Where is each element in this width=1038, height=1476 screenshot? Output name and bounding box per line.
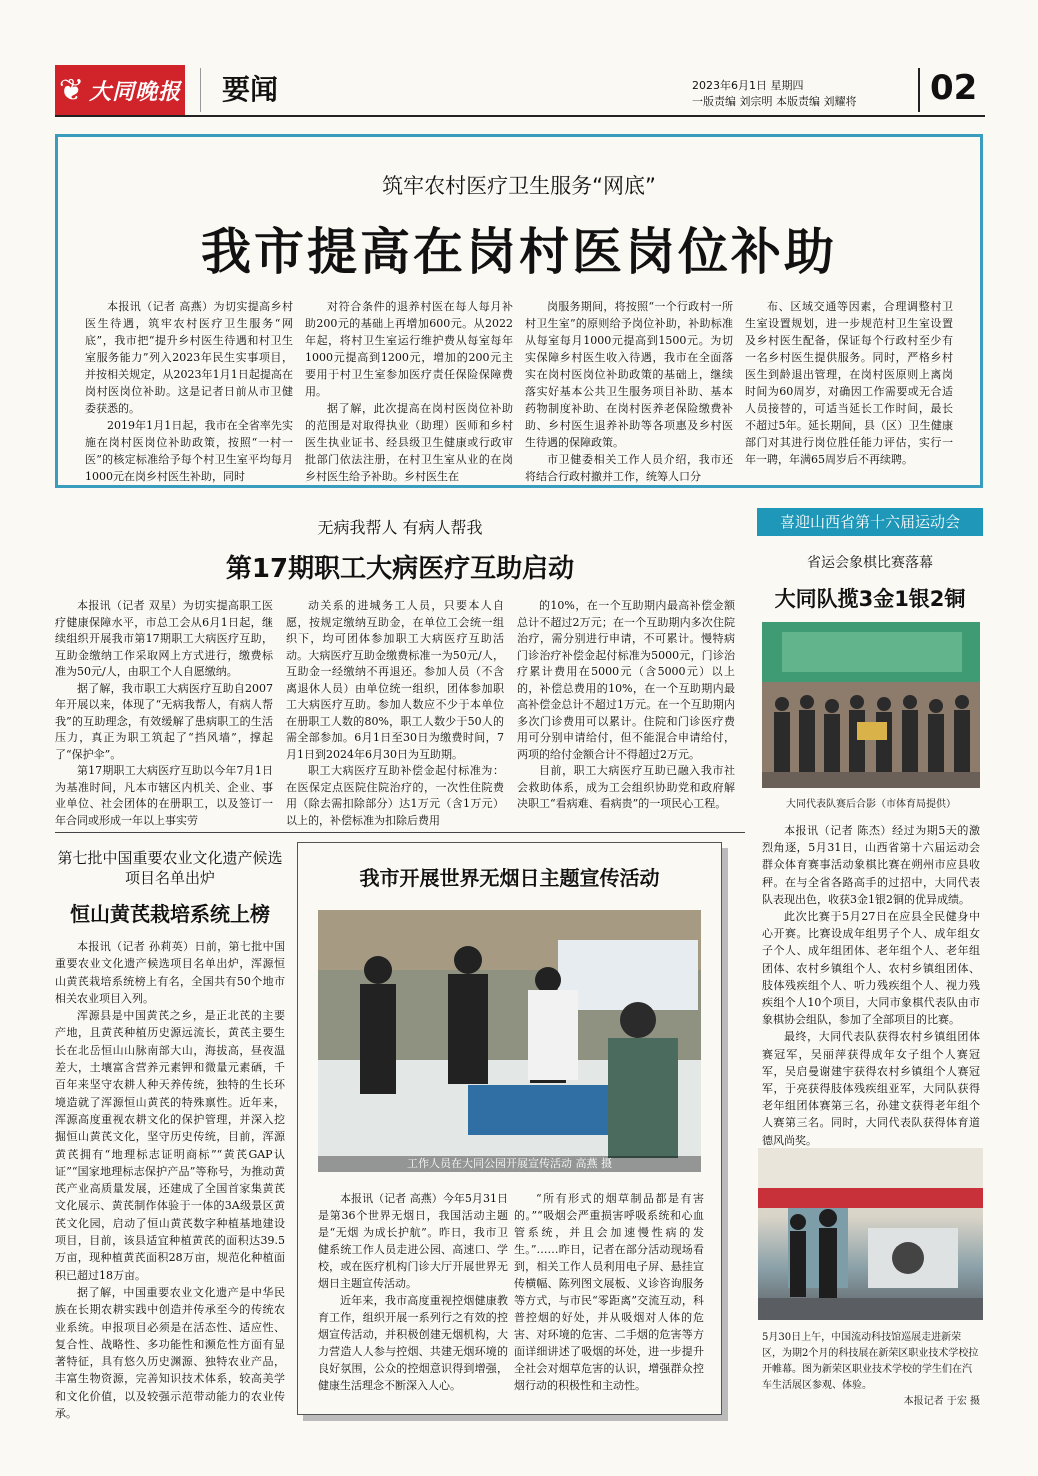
photo-caption-text: 5月30日上午，中国流动科技馆巡展走进新荣区，为期2个月的科技展在新荣区职业技术学校拉开帷幕。图为新荣区职业技术学校的学生们在汽车生活展区参观、体验。 bbox=[762, 1332, 979, 1391]
sports-kicker: 省运会象棋比赛落幕 bbox=[807, 555, 933, 571]
paragraph: 本报讯（记者 孙莉英）日前，第七批中国重要农业文化遗产候选项目名单出炉，浑源恒山黄芪栽培系统榜上有名，全国共有50个地市相关农业项目入列。 bbox=[55, 940, 285, 1005]
paragraph: 动关系的进城务工人员，只要本人自愿，按规定缴纳互助金，在单位工会统一组织下，均可团体参加职工大病医疗互助活动。大病医疗互助金缴费标准一为50元/人，互助金一经缴纳不再退还。参加人员（不含离退休人员）由单位统一组织，团体参加职工大病医疗互助。参加人数应不少于本单位在册职工人数的80%，职工人数少于50人的需全部参加。6月1日至30日为缴费时间，7月1日到2024年6月30日为互助期。 bbox=[286, 599, 504, 761]
header-divider bbox=[200, 68, 201, 112]
paragraph: 最终，大同代表队获得农村乡镇组团体赛冠军，吴丽萍获得成年女子组个人赛冠军，吴启曼谢建宇获得农村乡镇组个人赛冠军，于亮获得肢体残疾组亚军，大同队获得老年组团体赛第三名，孙建文获得老年组个人赛第三名。同时，大同代表队获得体育道德风尚奖。 bbox=[762, 1030, 980, 1147]
page-number: 02 bbox=[930, 68, 978, 108]
paragraph: 据了解，中国重要农业文化遗产是中华民族在长期农耕实践中创造并传承至今的传统农业系统。申报项目必须是在活态性、适应性、复合性、战略性、多功能性和濒危性方面有显著特征，具有悠久历史渊源、独特农业产品，丰富生物资源，完善知识技术体系，较高美学和文化价值，以及较强示范带动能力的农业传承。 bbox=[55, 1285, 285, 1421]
no-smoking-column bbox=[514, 1190, 704, 1394]
lead-story-column bbox=[85, 298, 293, 485]
agri-body bbox=[55, 938, 285, 1422]
paragraph: 的10%，在一个互助期内最高补偿金额总计不超过2万元；在一个互助期内多次住院治疗，需分别进行申请，不可累计。慢特病门诊治疗补偿金起付标准为5000元，门诊治疗累计费用在5000元（含5000元）以上的，补偿总费用的10%，在一个互助期内最高补偿金总计不超过1万元。在一个互助期内多次门诊费用可以累计。住院和门诊医疗费用可分别申请给付，但不能混合申请给付，两项的给付金额合计不得超过2万元。 bbox=[517, 599, 735, 761]
paragraph: 本报讯（记者 高燕）为切实提高乡村医生待遇，筑牢农村医疗卫生服务“网底”，我市把“提升乡村医生待遇和村卫生室服务能力”列入2023年民生实事项目，并按相关规定，从2023年1月1日起提高在岗村医岗位补助。这是记者日前从市卫健委获悉的。 bbox=[85, 300, 293, 415]
paragraph: 本报讯（记者 双星）为切实提高职工医疗健康保障水平，市总工会从6月1日起，继续组织开展我市第17期职工大病医疗互助，互助金缴纳工作采取网上方式进行，缴费标准为50元/人，由职工个人自愿缴纳。 bbox=[55, 599, 273, 678]
sports-banner: 喜迎山西省第十六届运动会 bbox=[757, 508, 983, 536]
paragraph: 对符合条件的退养村医在每人每月补助200元的基础上再增加600元。从2022年起，将村卫生室运行维护费从每室每年1000元提高到1200元，增加的200元主要用于村卫生室参加医疗责任保险保障费用。 bbox=[305, 300, 513, 398]
no-smoking-photo bbox=[318, 910, 701, 1172]
issue-date: 2023年6月1日 星期四 bbox=[692, 79, 804, 92]
paragraph: 本报讯（记者 高燕）今年5月31日是第36个世界无烟日，我国活动主题是“无烟 为成长护航”。昨日，我市卫健系统工作人员走进公园、高速口、学校，或在医疗机构门诊大厅开展世界无烟日主题宣传活动。 bbox=[318, 1192, 508, 1290]
section-label: 要闻 bbox=[222, 73, 279, 106]
header-rule bbox=[55, 115, 985, 117]
paragraph: 2019年1月1日起，我市在全省率先实施在岗村医岗位补助政策，按照“一村一医”的核定标准给予每个村卫生室平均每月1000元在岗乡村医生补助，同时 bbox=[85, 419, 293, 483]
paragraph: 目前，职工大病医疗互助已融入我市社会救助体系，成为工会组织协助党和政府解决职工“看病难、看病贵”的一项民心工程。 bbox=[517, 764, 735, 810]
agri-headline: 恒山黄芪栽培系统上榜 bbox=[70, 902, 270, 926]
mutual-aid-column bbox=[286, 598, 504, 829]
mutual-aid-kicker: 无病我帮人 有病人帮我 bbox=[317, 518, 483, 537]
team-photo bbox=[762, 622, 980, 788]
mutual-aid-headline: 第17期职工大病医疗互助启动 bbox=[225, 554, 575, 584]
lead-story-column bbox=[745, 298, 953, 468]
header-divider bbox=[918, 68, 920, 112]
paragraph: 据了解，此次提高在岗村医岗位补助的范围是对取得执业（助理）医师和乡村医生执业证书、经县级卫生健康或行政审批部门依法注册，在村卫生室从业的在岗乡村医生给予补助。乡村医生在 bbox=[305, 402, 513, 483]
section-rule bbox=[55, 832, 745, 833]
lead-story-kicker: 筑牢农村医疗卫生服务“网底” bbox=[382, 174, 656, 198]
mutual-aid-column bbox=[517, 598, 735, 813]
paragraph: 市卫健委相关工作人员介绍，我市还将结合行政村撤并工作，统筹人口分 bbox=[525, 453, 733, 483]
science-exhibition-caption bbox=[762, 1330, 980, 1410]
paragraph: 第17期职工大病医疗互助以今年7月1日为基准时间，凡本市辖区内机关、企业、事业单位、社会团体的在册职工，以及签订一年合同或形成一年以上事实劳 bbox=[55, 764, 273, 827]
sports-body bbox=[762, 822, 980, 1149]
no-smoking-headline: 我市开展世界无烟日主题宣传活动 bbox=[359, 866, 660, 890]
flame-icon: ❦ bbox=[58, 72, 86, 108]
paragraph: 据了解，我市职工大病医疗互助自2007年开展以来，体现了“无病我帮人，有病人帮我”的互助理念，有效缓解了患病职工的生活压力，真正为职工筑起了“挡风墙”，撑起了“保护伞”。 bbox=[55, 681, 273, 761]
no-smoking-column bbox=[318, 1190, 508, 1394]
paragraph: 职工大病医疗互助补偿金起付标准为：在医保定点医院住院治疗的，一次性住院费用（除去需扣除部分）达1万元（含1万元）以上的，补偿标准为扣除后费用 bbox=[286, 764, 504, 827]
mutual-aid-column bbox=[55, 598, 273, 829]
agri-kicker: 第七批中国重要农业文化遗产候选项目名单出炉 bbox=[57, 849, 283, 887]
paragraph: “所有形式的烟草制品都是有害的。”“吸烟会严重损害呼吸系统和心血管系统，并且会加速慢性病的发生。”……昨日，记者在部分活动现场看到，相关工作人员利用电子屏、悬挂宣传横幅、陈列图文展板、义诊咨询服务等方式，与市民“零距离”交流互动，科普控烟的好处，并从吸烟对人体的危害、对环境的危害、二手烟的危害等方面详细讲述了吸烟的坏处，进一步提升全社会对烟草危害的认识，增强群众控烟行动的积极性和主动性。 bbox=[514, 1192, 704, 1392]
paragraph: 岗服务期间，将按照“一个行政村一所村卫生室”的原则给予岗位补助，补助标准从每室每月1000元提高到1500元。为切实保障乡村医生收入待遇，我市在全面落实在岗村医岗位补助政策的基础上，继续落实好基本公共卫生服务项目补助、基本药物制度补助、在岗村医养老保险缴费补助、乡村医生退养补助等各项惠及乡村医生待遇的保障政策。 bbox=[525, 300, 733, 449]
newspaper-logo bbox=[55, 65, 185, 115]
lead-story-column bbox=[305, 298, 513, 485]
science-exhibition-photo bbox=[758, 1148, 983, 1320]
team-photo-caption: 大同代表队赛后合影（市体育局提供） bbox=[786, 799, 956, 810]
no-smoking-photo-caption: 工作人员在大同公园开展宣传活动 高燕 摄 bbox=[318, 1156, 701, 1172]
photo-credit: 本报记者 于宏 摄 bbox=[903, 1396, 980, 1407]
lead-story-headline: 我市提高在岗村医岗位补助 bbox=[201, 223, 837, 281]
paragraph: 布、区域交通等因素，合理调整村卫生室设置规划，进一步规范村卫生室设置及乡村医生配备，保证每个行政村至少有一名乡村医生提供服务。同时，严格乡村医生到龄退出管理，在岗村医原则上离岗时间为60周岁，对确因工作需要或无合适人员接替的，可适当延长工作时间，最长不超过5年。延长期间，县（区）卫生健康部门对其进行岗位胜任能力评估，实行一年一聘，年满65周岁后不再续聘。 bbox=[745, 300, 953, 466]
paragraph: 此次比赛于5月27日在应县全民健身中心开赛。比赛设成年组男子个人、成年组女子个人、成年组团体、老年组个人、老年组团体、农村乡镇组个人、农村乡镇组团体、肢体残疾组个人、听力残疾组个人、视力残疾组个人10个项目，大同市象棋代表队由市象棋协会组队，参加了全部项目的比赛。 bbox=[762, 910, 980, 1027]
lead-story-column bbox=[525, 298, 733, 485]
editor-credits: 一版责编 刘宗明 本版责编 刘耀将 bbox=[692, 95, 857, 108]
sports-headline: 大同队揽3金1银2铜 bbox=[774, 587, 966, 611]
paragraph: 浑源县是中国黄芪之乡，是正北芪的主要产地，且黄芪种植历史源远流长，黄芪主要生长在北岳恒山山脉南部大山，海拔高，昼夜温差大，土壤富含营养元素钾和微量元素硒，千百年来坚守农耕人种天养传统，独特的生长环境造就了浑源恒山黄芪的特殊禀性。近年来，浑源高度重视农耕文化的保护管理，并深入挖掘恒山黄芪文化，坚守历史传统，目前，浑源黄芪拥有“地理标志证明商标”“黄芪GAP认证”“国家地理标志保护产品”等称号，为推动黄芪产业高质量发展，还建成了全国首家集黄芪文化展示、黄芪制作体验于一体的3A级景区黄芪文化园，启动了恒山黄芪数字种植基地建设项目，目前，该县适宜种植黄芪的面积达39.5万亩，现种植黄芪面积28万亩，规范化种植面积已超过18万亩。 bbox=[55, 1009, 285, 1282]
paragraph: 近年来，我市高度重视控烟健康教育工作，组织开展一系列行之有效的控烟宣传活动，并积极创建无烟机构，大力营造人人参与控烟、共建无烟环境的良好氛围，公众的控烟意识得到增强，健康生活理念不断深入人心。 bbox=[318, 1294, 508, 1392]
logo-text: 大同晚报 bbox=[89, 79, 182, 105]
paragraph: 本报讯（记者 陈杰）经过为期5天的激烈角逐，5月31日，山西省第十六届运动会群众体育赛事活动象棋比赛在朔州市应县收秤。在与全省各路高手的过招中，大同代表队表现出色，收获3金1银2铜的优异成绩。 bbox=[762, 824, 980, 906]
